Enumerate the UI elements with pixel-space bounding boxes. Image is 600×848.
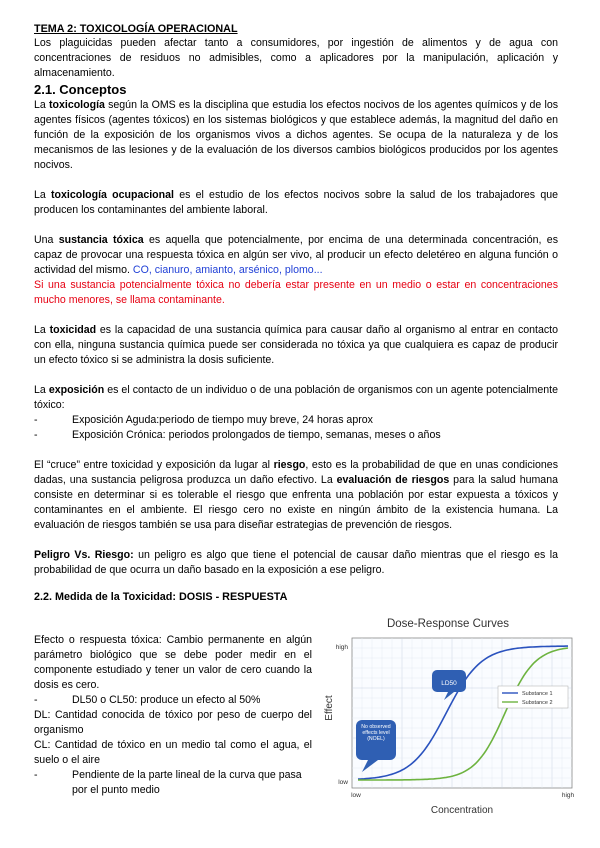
legend [498,686,568,708]
document-page [34,22,558,605]
y-tick-low: low [338,779,348,786]
section-heading-concepts: 2.1. Conceptos [34,82,127,97]
list-item: - DL50 o CL50: produce un efecto al 50% [34,693,312,708]
noel-label: No observed effects level (NOEL) [361,724,391,742]
occupational-toxicology-paragraph: La toxicología ocupacional es el estudio de los efectos nocivos sobre la salud de los trabajadores que producen los contaminantes del ambiente laboral. [34,189,559,216]
section-heading-dose-response: 2.2. Medida de la Toxicidad: DOSIS - RESPUESTA [34,591,288,603]
legend-label-1: Substance 1 [522,691,553,697]
x-tick-low: low [351,792,361,799]
chart-title: Dose-Response Curves [386,618,510,630]
toxic-substance-paragraph: Una sustancia tóxica es aquella que potencialmente, por encima de una determinada concentración, es capaz de provocar una respuesta tóxica en algún ser vivo, al producir un efecto deletéreo en alguna función o actividad del mismo. CO, cianuro, amianto, arsénico, plomo... [34,234,558,276]
risk-paragraph: El “cruce” entre toxicidad y exposición da lugar al riesgo, esto es la probabilidad de que en unas condiciones dadas, una sustancia peligrosa produzca un daño efectivo. La evaluación de riesgos para la salud humana consiste en determinar si es tolerable el riesgo que enfrenta una población por estar expuesta a tóxicos y contaminantes en el ambiente. El riesgo cero no existe en ningún ámbito de la existencia humana. La evaluación de riesgos también se usa para diseñar estrategias de prevención de riesgos. [34,459,558,531]
y-axis-label: Effect [324,695,335,721]
examples-text: CO, cianuro, amianto, arsénico, plomo... [132,264,323,276]
ld50-label: LD50 [441,680,457,687]
list-item: - Exposición Crónica: periodos prolongados de tiempo, semanas, meses o años [34,428,558,443]
toxicity-paragraph: La toxicidad es la capacidad de una sustancia química para causar daño al organismo al entrar en contacto con ella, ninguna sustancia química puede ser considerada no tóxica ya que cualquiera es capaz de producir un efecto tóxico si se administra la dosis suficiente. [34,324,558,366]
y-tick-high: high [335,644,348,651]
exposure-paragraph: La exposición es el contacto de un individuo o de una población de organismos con un agente potencialmente tóxico: [34,384,558,411]
dl-definition: DL: Cantidad conocida de tóxico por peso de cuerpo del organismo [34,709,312,736]
x-tick-high: high [561,792,575,799]
exposure-list [34,413,558,443]
list-item: - Exposición Aguda:periodo de tiempo muy breve, 24 horas aprox [34,413,558,428]
legend-label-2: Substance 2 [522,700,553,706]
x-axis-label: Concentration [430,805,494,816]
page-title: TEMA 2: TOXICOLOGÍA OPERACIONAL [34,23,238,35]
intro-paragraph: Los plaguicidas pueden afectar tanto a consumidores, por ingestión de alimentos y de agua con concentraciones de residuos no admisibles, como a aplicadores por la manipulación, aplicación y almacenamiento. [34,37,558,79]
cl-definition: CL: Cantidad de tóxico en un medio tal como el agua, el suelo o el aire [34,739,312,766]
hazard-vs-risk-paragraph: Peligro Vs. Riesgo: un peligro es algo que tiene el potencial de causar daño mientras que el riesgo es la probabilidad de que ocurra un daño basado en la exposición a ese peligro. [34,549,558,576]
toxic-effect-paragraph: Efecto o respuesta tóxica: Cambio permanente en algún parámetro biológico que se debe poder medir en el componente estudiado y tener un valor de cero cuando la dosis es cero. [34,634,312,691]
contaminant-note: Si una sustancia potencialmente tóxica no debería estar presente en un medio o estar en concentraciones mucho menores, se llama contaminante. [34,279,558,306]
toxicology-paragraph: La toxicología según la OMS es la disciplina que estudia los efectos nocivos de los agentes químicos y de los agentes físicos (agentes tóxicos) en los sistemas biológicos y que establece además, la magnitud del daño en función de la exposición de los organismos vivos a dichos agentes. Se ocupa de la naturaleza y de los mecanismos de las lesiones y de la evaluación de los diversos cambios biológicos producidos por los agentes nocivos. [34,99,559,171]
dose-response-chart [322,612,580,820]
dose-response-text [34,633,312,798]
list-item: - Pendiente de la parte lineal de la curva que pasa por el punto medio [34,768,312,798]
